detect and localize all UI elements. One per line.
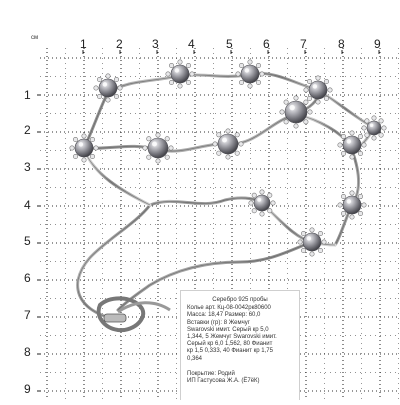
crystal-stone	[310, 228, 314, 232]
crystal-stone	[256, 80, 260, 84]
pearl	[309, 81, 327, 99]
tag-coating: Покрытие: Родий	[187, 370, 235, 377]
ruler-left-label: 7	[24, 308, 31, 322]
crystal-stone	[372, 136, 376, 140]
crystal-stone	[350, 131, 354, 135]
crystal-stone	[322, 240, 326, 244]
ruler-unit-label: см	[31, 35, 39, 41]
crystal-stone	[358, 194, 362, 198]
crystal-stone	[165, 155, 169, 159]
crystal-stone	[249, 201, 253, 205]
chain-link	[84, 90, 318, 151]
crystal-stone	[114, 94, 118, 98]
crystal-stone	[271, 201, 275, 205]
crystal-stone	[362, 203, 366, 207]
tag-line: Swarovski имит. Серый кр 5,0	[187, 326, 269, 333]
crystal-stone	[284, 100, 288, 104]
ruler-top-label: 7	[300, 37, 307, 51]
pearl-highlight	[347, 199, 352, 204]
crystal-stone	[294, 96, 298, 100]
crystal-stone	[301, 231, 305, 235]
crystal-stone	[239, 63, 243, 67]
ruler-left-label: 4	[24, 198, 31, 212]
crystal-stone	[118, 86, 122, 90]
crystal-stone	[236, 72, 240, 76]
crystal-stone	[169, 80, 173, 84]
crystal-stone	[382, 126, 386, 130]
crystal-stone	[350, 191, 354, 195]
ruler-left-label: 5	[24, 234, 31, 248]
pearl	[343, 136, 361, 154]
crystal-stone	[350, 215, 354, 219]
crystal-stone	[307, 96, 311, 100]
tag-line: кр 1,5 0,333, 40 Фианит кр 1,75	[187, 348, 273, 355]
crystal-stone	[82, 158, 86, 162]
crystal-stone	[94, 86, 98, 90]
crystal-stone	[239, 142, 243, 146]
crystal-stone	[308, 110, 312, 114]
crystal-stone	[94, 146, 98, 150]
crystal-stone	[97, 77, 101, 81]
crystal-stone	[338, 143, 342, 147]
crystal-stone	[304, 120, 308, 124]
crystal-stone	[362, 126, 366, 130]
crystal-stone	[324, 96, 328, 100]
crystal-stone	[284, 120, 288, 124]
clasp	[99, 298, 170, 330]
crystal-stone	[316, 100, 320, 104]
crystal-stone	[256, 63, 260, 67]
ruler-top-label: 6	[263, 37, 270, 51]
crystal-stone	[252, 209, 256, 213]
chain-link	[262, 203, 335, 245]
crystal-stone	[304, 100, 308, 104]
crystal-stone	[350, 155, 354, 159]
pearl	[303, 233, 321, 251]
crystal-stone	[358, 151, 362, 155]
ruler-top-label: 1	[80, 37, 87, 51]
pearl	[241, 65, 259, 83]
ruler-left-label: 6	[24, 271, 31, 285]
pearl	[171, 65, 189, 83]
pearl-highlight	[313, 84, 318, 89]
pearl-highlight	[103, 82, 108, 87]
ruler-top-label: 5	[226, 37, 233, 51]
crystal-stone	[106, 74, 110, 78]
crystal-stone	[294, 124, 298, 128]
crystal-stone	[143, 146, 147, 150]
crystal-stone	[97, 94, 101, 98]
pearl-highlight	[79, 142, 84, 147]
crystal-stone	[379, 133, 383, 137]
pearl-highlight	[289, 105, 295, 111]
crystal-stone	[341, 134, 345, 138]
crystal-stone	[248, 60, 252, 64]
crystal-stone	[147, 155, 151, 159]
pearl-highlight	[370, 123, 374, 127]
pearl	[343, 196, 361, 214]
tag-line: Вставки (гр): 8 Жемчуг	[187, 319, 250, 326]
tag-line: Масса: 18,47 Размер: 60,0	[187, 312, 261, 319]
crystal-stone	[298, 240, 302, 244]
ruler-top-label: 8	[338, 37, 345, 51]
crystal-stone	[156, 133, 160, 137]
chain-link	[262, 203, 335, 245]
ruler-left-label: 9	[24, 382, 31, 396]
crystal-stone	[324, 79, 328, 83]
crystal-stone	[217, 151, 221, 155]
pearl-highlight	[257, 198, 261, 202]
pearl	[254, 195, 270, 211]
crystal-stone	[190, 72, 194, 76]
tag-line: 0,364	[187, 355, 203, 362]
crystal-stone	[318, 248, 322, 252]
crystal-stone	[365, 133, 369, 137]
ruler-top-label: 4	[188, 37, 195, 51]
crystal-stone	[307, 79, 311, 83]
chain-link	[78, 205, 150, 318]
crystal-stone	[341, 211, 345, 215]
crystal-stone	[316, 76, 320, 80]
pearl-highlight	[347, 139, 352, 144]
crystal-stone	[358, 134, 362, 138]
crystal-stone	[73, 137, 77, 141]
crystal-stone	[260, 72, 264, 76]
tag-line: Колье арт. Кц-08-0042рк80600	[187, 305, 271, 312]
pearl-highlight	[222, 138, 227, 143]
crystal-stone	[186, 63, 190, 67]
crystal-stone	[341, 151, 345, 155]
crystal-stone	[268, 193, 272, 197]
crystal-stone	[226, 155, 230, 159]
pearl-highlight	[175, 68, 180, 73]
crystal-stone	[328, 88, 332, 92]
ruler-left-label: 3	[24, 160, 31, 174]
crystal-stone	[304, 88, 308, 92]
crystal-stone	[239, 80, 243, 84]
crystal-stone	[169, 63, 173, 67]
pearl	[148, 138, 168, 158]
crystal-stone	[106, 98, 110, 102]
crystal-stone	[252, 193, 256, 197]
clasp-lock	[104, 314, 126, 322]
pearl-highlight	[307, 236, 312, 241]
crystal-stone	[70, 146, 74, 150]
pearl	[367, 121, 381, 135]
tag-line: Серый кр 6,0 1,562, 80 Фианит	[187, 341, 273, 348]
ruler-left-label: 8	[24, 345, 31, 359]
crystal-stone	[165, 137, 169, 141]
crystal-stone	[186, 80, 190, 84]
crystal-stone	[260, 212, 264, 216]
necklace	[78, 73, 374, 318]
crystal-stone	[362, 143, 366, 147]
pearl	[218, 134, 238, 154]
crystal-stone	[90, 154, 94, 158]
crystal-stone	[365, 119, 369, 123]
crystal-stone	[213, 142, 217, 146]
crystal-stone	[217, 133, 221, 137]
ruler-top-label: 3	[152, 37, 159, 51]
chain-link	[335, 145, 359, 245]
crystal-stone	[248, 84, 252, 88]
crystal-stone	[260, 190, 264, 194]
pearl-highlight	[152, 142, 157, 147]
crystal-stone	[372, 116, 376, 120]
crystal-stone	[226, 129, 230, 133]
crystal-stone	[338, 203, 342, 207]
crystal-stone	[82, 134, 86, 138]
ruler-top-label: 2	[116, 37, 123, 51]
crystal-stone	[169, 146, 173, 150]
crystal-stone	[318, 231, 322, 235]
crystal-stone	[310, 252, 314, 256]
crystal-stone	[90, 137, 94, 141]
ruler-left-label: 2	[24, 123, 31, 137]
crystal-stone	[280, 110, 284, 114]
crystal-stone	[235, 133, 239, 137]
crystal-stone	[379, 119, 383, 123]
crystal-stone	[178, 60, 182, 64]
pearl	[285, 101, 307, 123]
ruler-left-label: 1	[24, 88, 31, 102]
price-tag	[180, 290, 300, 400]
crystal-stone	[178, 84, 182, 88]
crystal-stone	[166, 72, 170, 76]
crystal-stone	[156, 159, 160, 163]
crystal-stone	[358, 211, 362, 215]
crystal-stone	[73, 154, 77, 158]
tag-title: Серебро 925 пробы	[212, 297, 268, 303]
ruler-top-label: 9	[374, 37, 381, 51]
pearl	[99, 79, 117, 97]
crystal-stone	[341, 194, 345, 198]
crystal-stone	[268, 209, 272, 213]
crystal-stone	[114, 77, 118, 81]
tag-line: 1,344, 5 Жемчуг Swarovski имит.	[187, 334, 277, 341]
crystal-stone	[235, 151, 239, 155]
tag-maker: ИП Гастусова Ж.А. (Ё7ёК)	[187, 378, 260, 385]
crystal-stone	[301, 248, 305, 252]
pearl	[75, 139, 93, 157]
crystal-stone	[147, 137, 151, 141]
pearl-highlight	[245, 68, 250, 73]
